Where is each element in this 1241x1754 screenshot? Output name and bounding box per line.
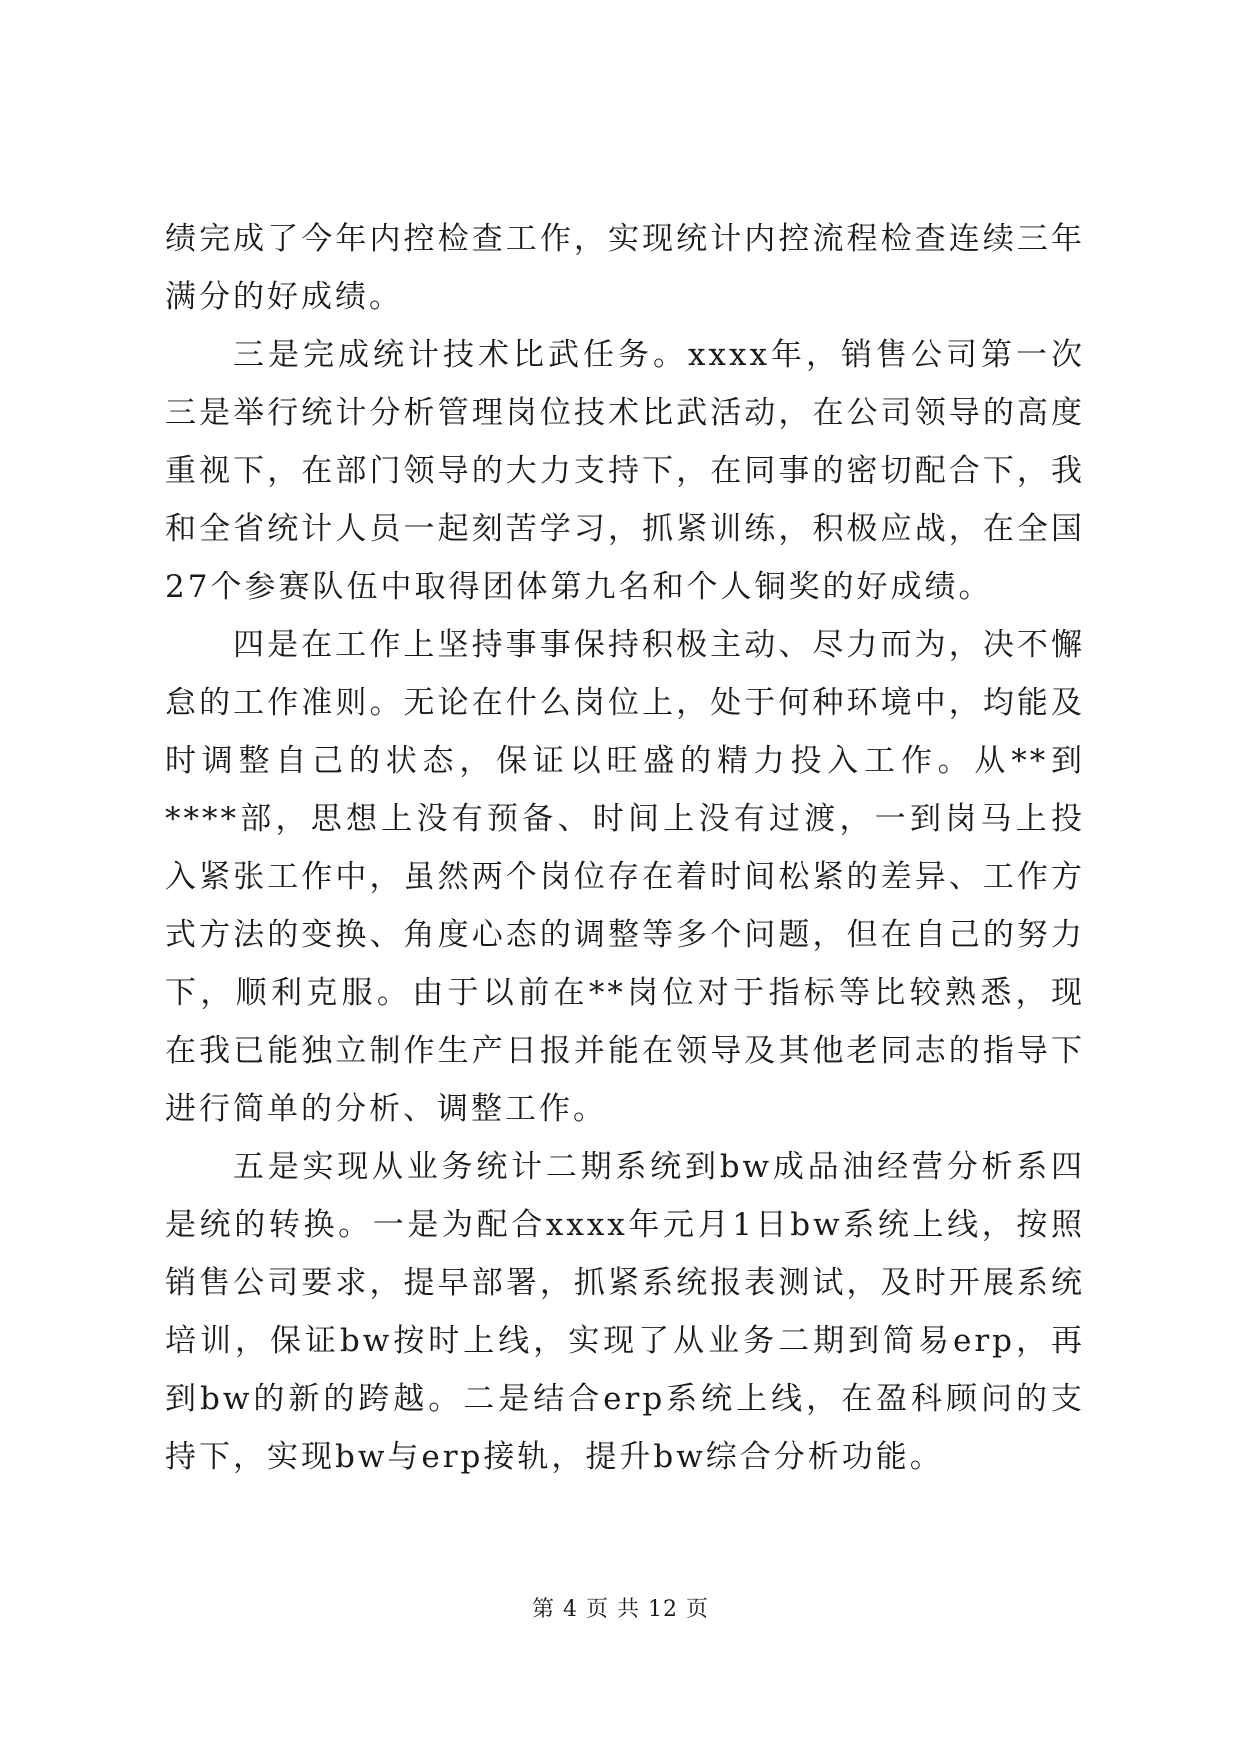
paragraph-continuation: 绩完成了今年内控检查工作，实现统计内控流程检查连续三年满分的好成绩。 [165,221,1085,315]
page-number-footer: 第 4 页 共 12 页 [532,1597,709,1622]
document-body [165,210,1085,1486]
paragraph-item-three: 三是完成统计技术比武任务。xxxx年，销售公司第一次三是举行统计分析管理岗位技术比武活动，在公司领导的高度重视下，在部门领导的大力支持下，在同事的密切配合下，我和全省统计人员一起刻苦学习，抓紧训练，积极应战，在全国27个参赛队伍中取得团体第九名和个人铜奖的好成绩。 [165,337,1085,605]
paragraph-item-four: 四是在工作上坚持事事保持积极主动、尽力而为，决不懈怠的工作准则。无论在什么岗位上，处于何种环境中，均能及时调整自己的状态，保证以旺盛的精力投入工作。从**到****部，思想上没有预备、时间上没有过渡，一到岗马上投入紧张工作中，虽然两个岗位存在着时间松紧的差异、工作方式方法的变换、角度心态的调整等多个问题，但在自己的努力下，顺利克服。由于以前在**岗位对于指标等比较熟悉，现在我已能独立制作生产日报并能在领导及其他老同志的指导下进行简单的分析、调整工作。 [165,627,1085,1127]
paragraph-item-five: 五是实现从业务统计二期系统到bw成品油经营分析系四是统的转换。一是为配合xxxx年元月1日bw系统上线，按照销售公司要求，提早部署，抓紧系统报表测试，及时开展系统培训，保证bw按时上线，实现了从业务二期到简易erp，再到bw的新的跨越。二是结合erp系统上线，在盈科顾问的支持下，实现bw与erp接轨，提升bw综合分析功能。 [165,1149,1085,1475]
